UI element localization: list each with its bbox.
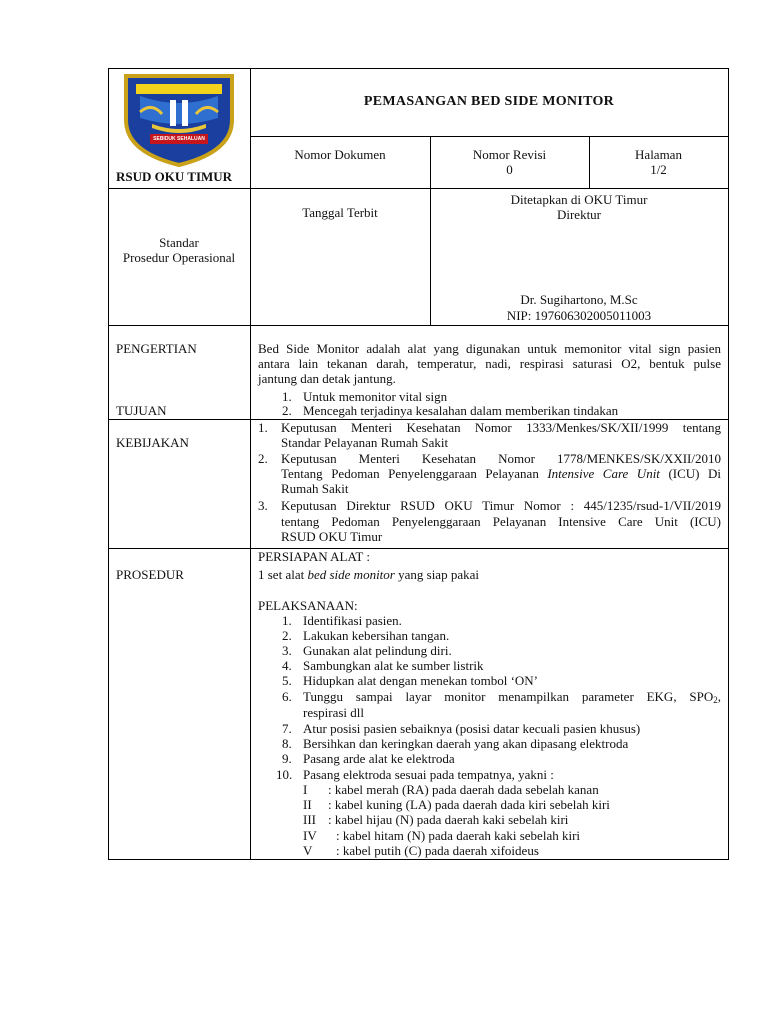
logo-motto-text: SEBIDUK SEHALUAN — [153, 136, 205, 142]
established-at: Ditetapkan di OKU Timur — [510, 192, 648, 207]
item-text: Mencegah terjadinya kesalahan dalam memberikan tindakan — [303, 403, 619, 418]
step-number: 6. — [282, 689, 292, 704]
step-number: 7. — [282, 721, 292, 736]
persiapan-text-a: 1 set alat — [258, 567, 308, 582]
step-number: 10. — [276, 767, 293, 782]
step-text: Lakukan kebersihan tangan. — [303, 628, 450, 643]
logo-top-text: OGAN KOMERING ULU TIMUR — [138, 79, 220, 85]
cable-roman: III — [303, 812, 316, 827]
cable-text: : kabel hijau (N) pada daerah kaki sebelah kiri — [328, 812, 569, 827]
step-text-line-2: respirasi dll — [303, 705, 365, 720]
cable-text: : kabel kuning (LA) pada daerah dada kiri sebelah kiri — [328, 797, 610, 812]
item-number: 2. — [258, 451, 268, 466]
prosedur-label: PROSEDUR — [116, 567, 184, 582]
step-number: 8. — [282, 736, 292, 751]
document-title: PEMASANGAN BED SIDE MONITOR — [363, 94, 615, 109]
item-line-2-text: Tentang Pedoman Penyelenggaraan Pelayanan — [281, 466, 548, 481]
cable-roman: V — [303, 843, 313, 858]
institution-name: RSUD OKU TIMUR — [116, 169, 233, 184]
director-nip: NIP: 197606302005011003 — [506, 308, 652, 323]
persiapan-text-italic: bed side monitor — [307, 567, 395, 582]
step-text — [303, 689, 721, 708]
step-number: 3. — [282, 643, 292, 658]
item-text: Untuk memonitor vital sign — [303, 389, 448, 404]
step-number: 9. — [282, 751, 292, 766]
sop-label-line2: Prosedur Operasional — [122, 250, 236, 265]
step-text: Pasang arde alat ke elektroda — [303, 751, 455, 766]
step-text-main: Tunggu sampai layar monitor menampilkan parameter EKG, SPO — [303, 689, 714, 704]
cable-text: : kabel putih (C) pada daerah xifoideus — [336, 843, 539, 858]
item-line-1: Keputusan Menteri Kesehatan Nomor 1778/MENKES/SK/XXII/2010 — [281, 451, 721, 466]
pengertian-label: PENGERTIAN — [116, 341, 197, 356]
hospital-logo — [122, 72, 236, 168]
revision-value: 0 — [506, 162, 513, 177]
item-line-1: Keputusan Direktur RSUD OKU Timur Nomor : 445/1235/rsud-1/VII/2019 — [281, 498, 721, 513]
pengertian-line-3: jantung dan detak jantung. — [258, 371, 396, 386]
issue-date-label: Tanggal Terbit — [302, 205, 378, 220]
item-number: 1. — [282, 389, 292, 404]
director-title: Direktur — [556, 207, 602, 222]
step-text-tail: , — [717, 689, 721, 704]
page-value: 1/2 — [650, 162, 667, 177]
persiapan-text-b: yang siap pakai — [394, 567, 479, 582]
item-line-3: RSUD OKU Timur — [281, 529, 383, 544]
step-text: Identifikasi pasien. — [303, 613, 402, 628]
step-text: Gunakan alat pelindung diri. — [303, 643, 452, 658]
director-name: Dr. Sugihartono, M.Sc — [520, 292, 638, 307]
item-line-1: Keputusan Menteri Kesehatan Nomor 1333/Menkes/SK/XII/1999 tentang — [281, 420, 721, 435]
persiapan-text — [258, 567, 479, 582]
page-label: Halaman — [635, 147, 682, 162]
item-line-2: tentang Pedoman Penyelenggaraan Pelayanan Intensive Care Unit (ICU) — [281, 514, 721, 529]
doc-number-label: Nomor Dokumen — [294, 147, 386, 162]
step-text: Atur posisi pasien sebaiknya (posisi datar kecuali pasien khusus) — [303, 721, 641, 736]
pengertian-line-2: antara lain tekanan darah, temperatur, nadi, respirasi saturasi O2, bentuk pulse — [258, 356, 721, 371]
pengertian-line-1: Bed Side Monitor adalah alat yang digunakan untuk memonitor vital sign pasien — [258, 341, 721, 356]
step-number: 4. — [282, 658, 292, 673]
revision-label: Nomor Revisi — [472, 147, 547, 162]
item-number: 1. — [258, 420, 268, 435]
step-number: 5. — [282, 673, 292, 688]
tujuan-label: TUJUAN — [116, 403, 167, 418]
cable-roman: IV — [303, 828, 317, 843]
sop-label-line1: Standar — [159, 235, 199, 250]
item-line-2-italic: Intensive Care Unit — [547, 466, 660, 481]
cable-text: : kabel merah (RA) pada daerah dada sebelah kanan — [328, 782, 599, 797]
cable-text: : kabel hitam (N) pada daerah kaki sebelah kiri — [336, 828, 581, 843]
cable-roman: I — [303, 782, 308, 797]
item-number: 3. — [258, 498, 268, 513]
item-line-2 — [281, 466, 721, 481]
cable-roman: II — [303, 797, 312, 812]
step-text: Sambungkan alat ke sumber listrik — [303, 658, 484, 673]
pengertian-text — [258, 341, 721, 386]
item-number: 2. — [282, 403, 292, 418]
step-text: Pasang elektroda sesuai pada tempatnya, yakni : — [303, 767, 554, 782]
step-text: Hidupkan alat dengan menekan tombol ‘ON’ — [303, 673, 539, 688]
step-number: 2. — [282, 628, 292, 643]
step-text-subscript: 2 — [713, 695, 718, 705]
item-line-3: Rumah Sakit — [281, 481, 349, 496]
item-line-2: Standar Pelayanan Rumah Sakit — [281, 435, 449, 450]
step-number: 1. — [282, 613, 292, 628]
persiapan-title: PERSIAPAN ALAT : — [258, 549, 370, 564]
step-text: Bersihkan dan keringkan daerah yang akan dipasang elektroda — [303, 736, 629, 751]
pelaksanaan-title: PELAKSANAAN: — [258, 598, 358, 613]
item-line-2-tail: (ICU) Di — [659, 466, 722, 481]
kebijakan-label: KEBIJAKAN — [116, 435, 189, 450]
